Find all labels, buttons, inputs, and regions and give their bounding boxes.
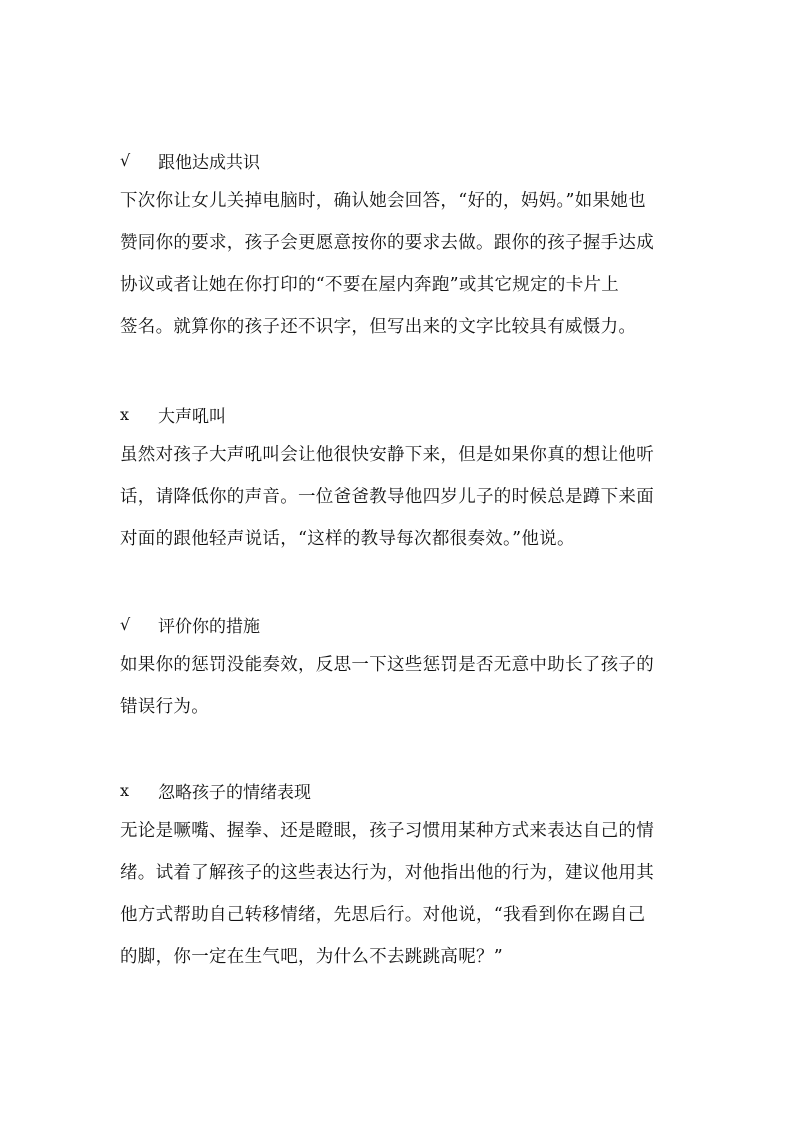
check-mark-icon: √ bbox=[120, 614, 131, 634]
section-heading bbox=[120, 604, 700, 644]
paragraph-line: 赞同你的要求，孩子会更愿意按你的要求去做。跟你的孩子握手达成 bbox=[120, 233, 654, 253]
section-title: 大声吼叫 bbox=[158, 406, 226, 427]
section-reach-consensus bbox=[120, 140, 700, 348]
paragraph-line: 无论是噘嘴、握拳、还是瞪眼，孩子习惯用某种方式来表达自己的情 bbox=[120, 821, 654, 841]
section-evaluate-measures bbox=[120, 604, 700, 728]
section-yelling bbox=[120, 394, 700, 560]
paragraph-line: 下次你让女儿关掉电脑时，确认她会回答，“好的，妈妈。”如果她也 bbox=[120, 191, 646, 211]
paragraph-line: 错误行为。 bbox=[120, 697, 209, 717]
paragraph-line: 他方式帮助自己转移情绪，先思后行。对他说，“我看到你在踢自己 bbox=[120, 905, 646, 925]
paragraph-line: 协议或者让她在你打印的“不要在屋内奔跑”或其它规定的卡片上 bbox=[120, 275, 620, 295]
section-title: 评价你的措施 bbox=[158, 616, 260, 637]
paragraph-line: 的脚，你一定在生气吧，为什么不去跳跳高呢？” bbox=[120, 947, 504, 967]
paragraph-line: 话，请降低你的声音。一位爸爸教导他四岁儿子的时候总是蹲下来面 bbox=[120, 487, 654, 507]
paragraph-line: 绪。试着了解孩子的这些表达行为，对他指出他的行为，建议他用其 bbox=[120, 863, 654, 883]
section-paragraph bbox=[120, 180, 700, 348]
cross-mark-icon: x bbox=[120, 780, 130, 800]
section-title: 忽略孩子的情绪表现 bbox=[158, 782, 311, 803]
paragraph-line: 对面的跟他轻声说话，“这样的教导每次都很奏效。”他说。 bbox=[120, 529, 575, 549]
section-paragraph bbox=[120, 644, 700, 728]
paragraph-line: 签名。就算你的孩子还不识字，但写出来的文字比较具有威慑力。 bbox=[120, 317, 637, 337]
check-mark-icon: √ bbox=[120, 150, 131, 170]
section-heading bbox=[120, 140, 700, 180]
cross-mark-icon: x bbox=[120, 404, 130, 424]
section-heading bbox=[120, 770, 700, 810]
section-title: 跟他达成共识 bbox=[158, 152, 260, 173]
section-ignore-emotions bbox=[120, 770, 700, 978]
section-paragraph bbox=[120, 434, 700, 560]
paragraph-line: 虽然对孩子大声吼叫会让他很快安静下来，但是如果你真的想让他听 bbox=[120, 445, 654, 465]
paragraph-line: 如果你的惩罚没能奏效，反思一下这些惩罚是否无意中助长了孩子的 bbox=[120, 655, 654, 675]
section-paragraph bbox=[120, 810, 700, 978]
section-heading bbox=[120, 394, 700, 434]
